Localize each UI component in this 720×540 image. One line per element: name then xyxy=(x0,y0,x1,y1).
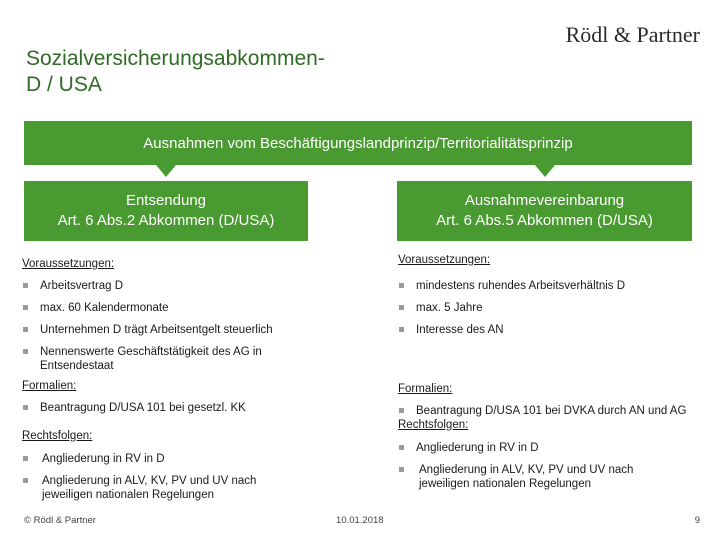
list-item: Nennenswerte Geschäftstätigkeit des AG in Entsendestaat xyxy=(22,345,290,373)
ausnahmevereinbarung-box-line2: Art. 6 Abs.5 Abkommen (D/USA) xyxy=(436,212,653,229)
entsendung-box-line2: Art. 6 Abs.2 Abkommen (D/USA) xyxy=(57,212,275,229)
rechtsfolgen-heading: Rechtsfolgen: xyxy=(398,419,469,431)
list-item: mindestens ruhendes Arbeitsverhältnis D xyxy=(398,279,698,293)
list-item: Angliederung in ALV, KV, PV und UV nach jeweiligen nationalen Regelungen xyxy=(22,474,282,502)
arrow-right-down-icon xyxy=(535,165,555,177)
page-title: Sozialversicherungsabkommen- D / USA xyxy=(26,47,325,96)
voraussetzungen-heading: Voraussetzungen: xyxy=(398,254,491,266)
list-item: Beantragung D/USA 101 bei gesetzl. KK xyxy=(22,401,322,415)
page-number: 9 xyxy=(694,515,700,526)
formalien-list xyxy=(398,404,698,418)
list-item: max. 60 Kalendermonate xyxy=(22,301,322,315)
entsendung-box-line1: Entsendung xyxy=(125,192,207,209)
ausnahmevereinbarung-box xyxy=(397,181,692,241)
list-item: Unternehmen D trägt Arbeitsentgelt steuerlich xyxy=(22,323,322,337)
list-item: max. 5 Jahre xyxy=(398,301,698,315)
company-logo: Rödl & Partner xyxy=(565,22,700,47)
footer-date: 10.01.2018 xyxy=(336,515,384,526)
rechtsfolgen-list xyxy=(398,441,698,491)
main-banner: Ausnahmen vom Beschäftigungslandprinzip/Territorialitätsprinzip xyxy=(24,121,692,165)
voraussetzungen-list xyxy=(22,279,322,373)
list-item: Angliederung in RV in D xyxy=(22,452,322,466)
ausnahmevereinbarung-box-line1: Ausnahmevereinbarung xyxy=(464,192,625,209)
voraussetzungen-list xyxy=(398,279,698,337)
formalien-heading: Formalien: xyxy=(398,383,453,395)
entsendung-box xyxy=(24,181,308,241)
rechtsfolgen-list xyxy=(22,452,322,502)
voraussetzungen-heading: Voraussetzungen: xyxy=(22,258,115,270)
list-item: Angliederung in RV in D xyxy=(398,441,698,455)
ausnahmevereinbarung-column xyxy=(398,250,698,491)
formalien-heading: Formalien: xyxy=(22,380,77,392)
list-item: Beantragung D/USA 101 bei DVKA durch AN und AG xyxy=(398,404,711,418)
list-item: Angliederung in ALV, KV, PV und UV nach jeweiligen nationalen Regelungen xyxy=(398,463,669,491)
formalien-list xyxy=(22,401,322,415)
arrow-left-down-icon xyxy=(156,165,176,177)
footer-copyright: © Rödl & Partner xyxy=(24,515,96,526)
list-item: Arbeitsvertrag D xyxy=(22,279,322,293)
rechtsfolgen-heading: Rechtsfolgen: xyxy=(22,430,93,442)
entsendung-column xyxy=(22,250,322,502)
list-item: Interesse des AN xyxy=(398,323,698,337)
